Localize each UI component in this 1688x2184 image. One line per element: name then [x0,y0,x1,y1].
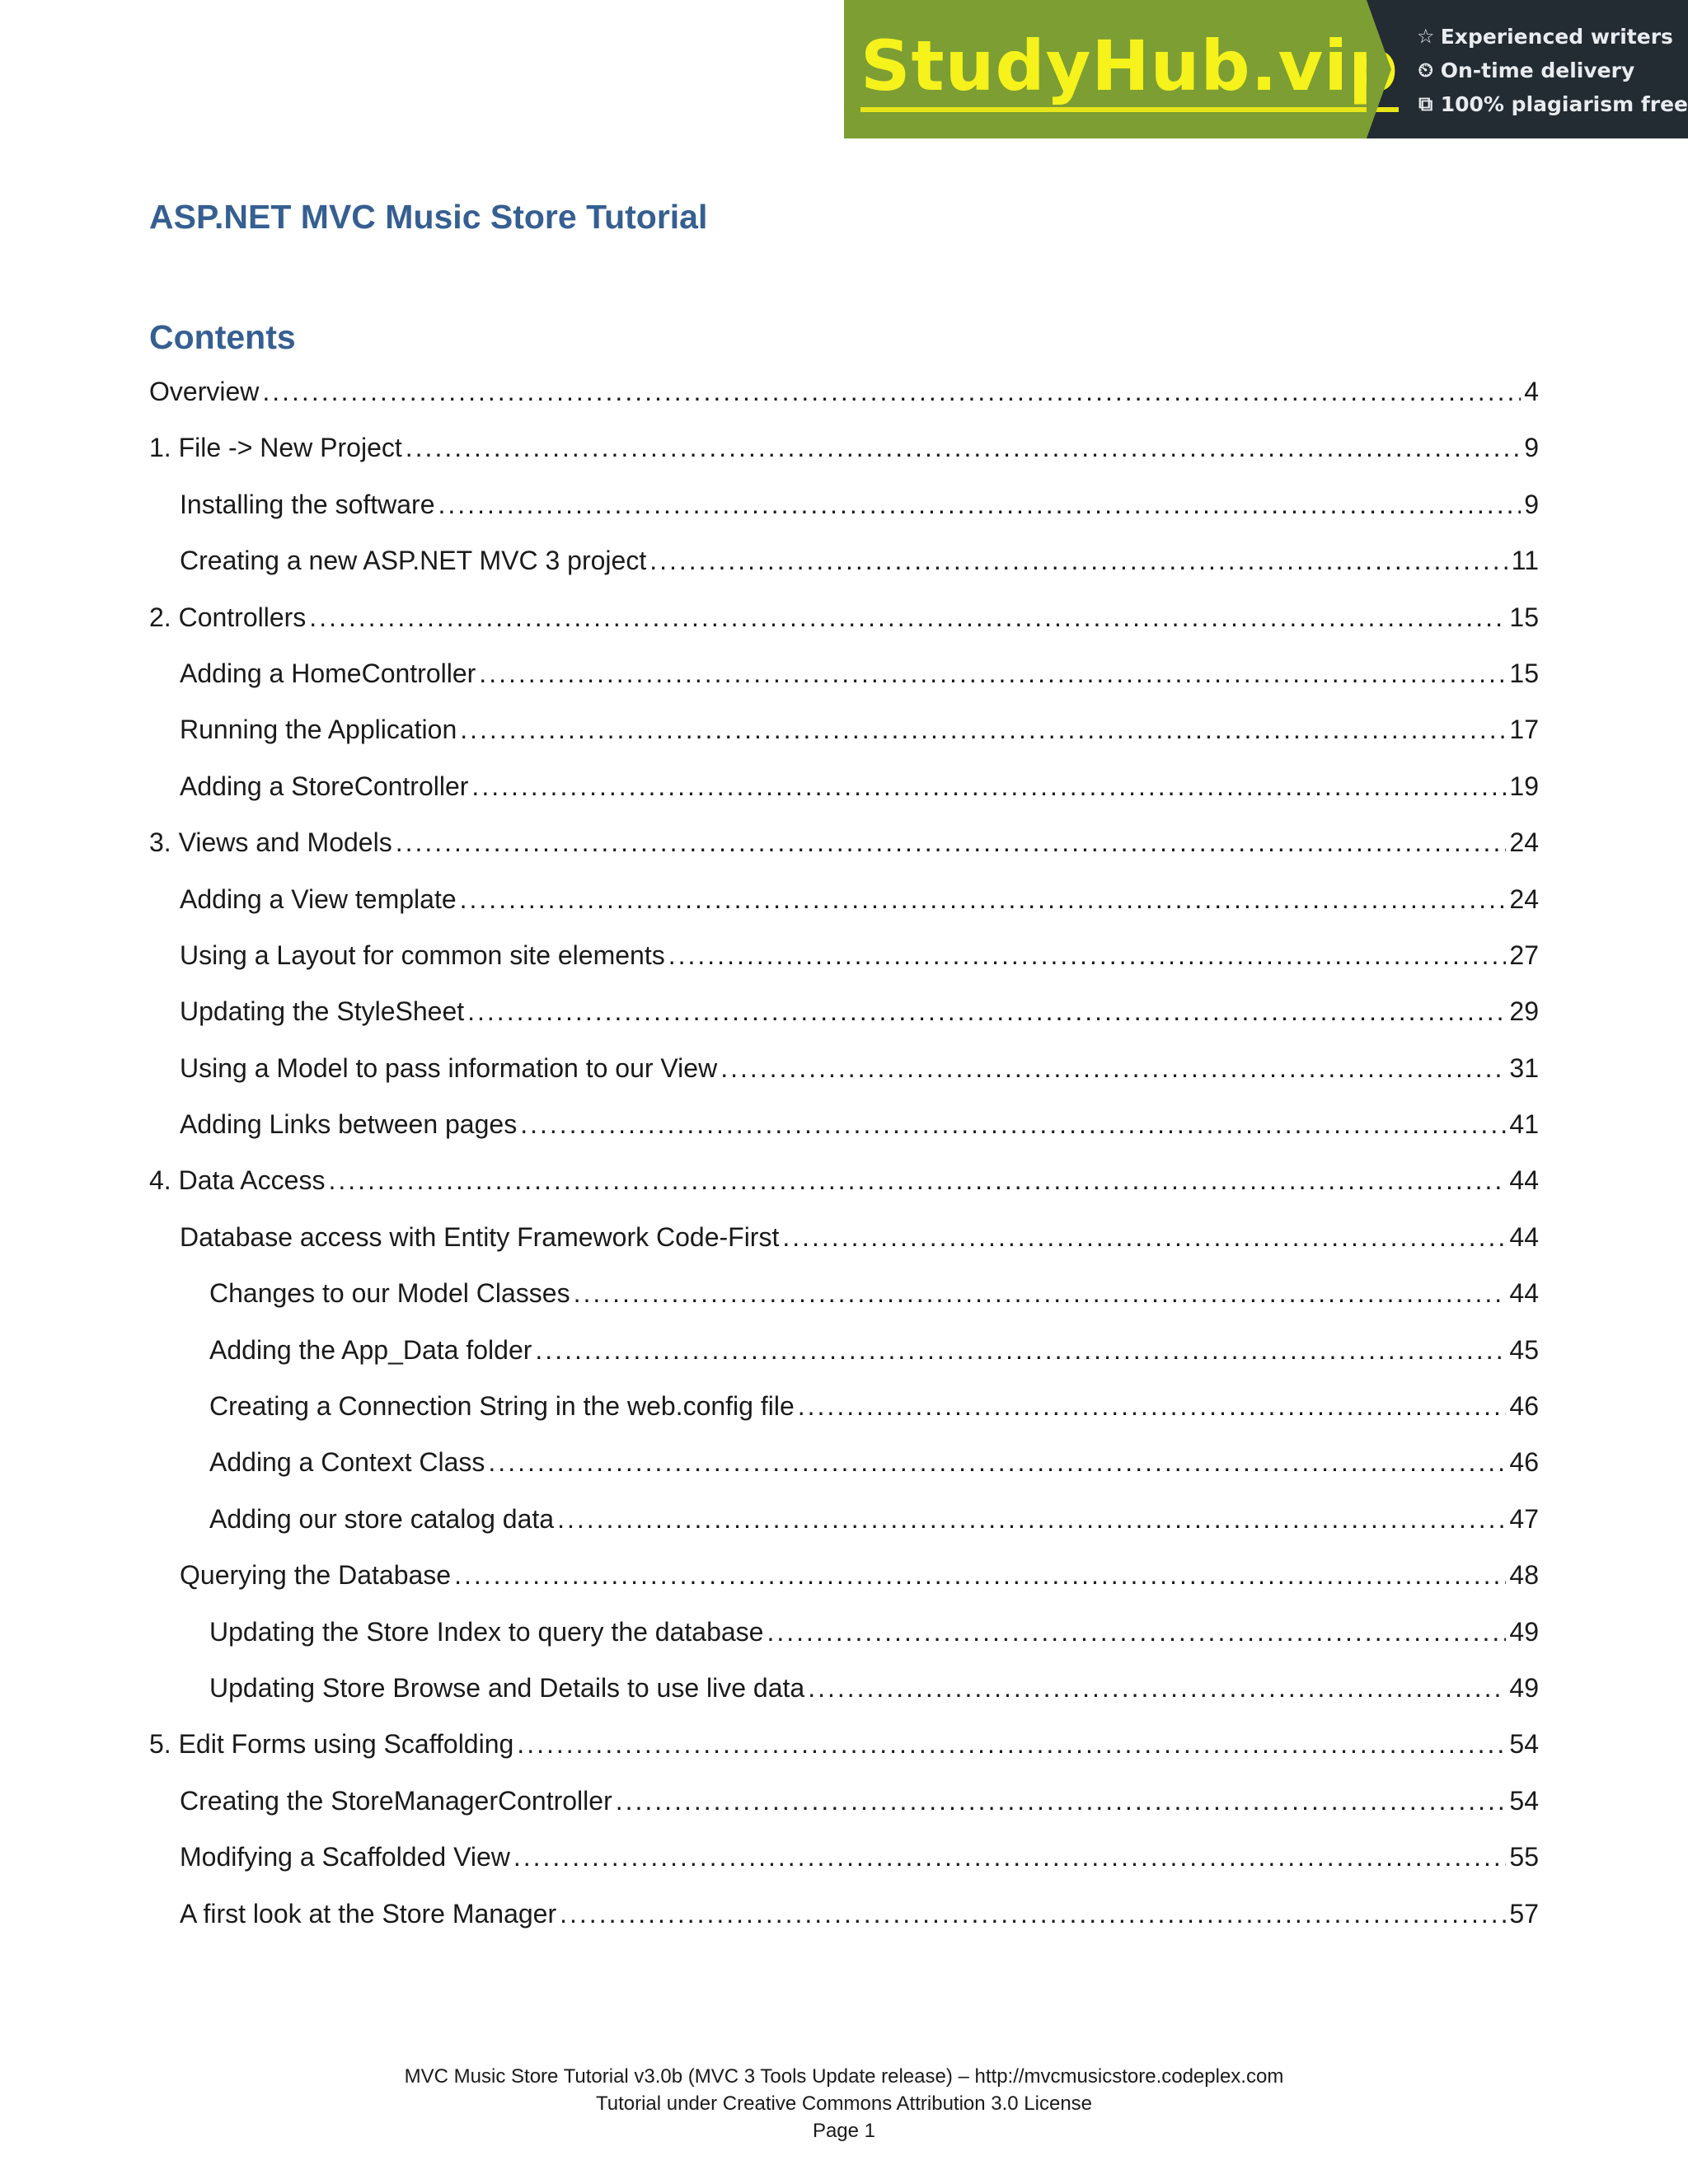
toc-entry-label[interactable]: Creating a new ASP.NET MVC 3 project [180,546,647,576]
feature-label: On-time delivery [1440,59,1635,82]
toc-entry-page-number[interactable]: 57 [1509,1898,1539,1929]
toc-entry-label[interactable]: Installing the software [180,489,435,519]
toc-entry-label[interactable]: Modifying a Scaffolded View [180,1842,510,1872]
toc-entry[interactable] [149,764,1539,820]
studyhub-logo: StudyHub.vip [860,25,1399,112]
toc-dot-leader [309,595,1506,640]
toc-dot-leader [471,764,1506,808]
toc-dot-leader [460,877,1507,921]
toc-entry[interactable] [149,538,1539,594]
toc-entry-page-number[interactable]: 31 [1509,1052,1539,1083]
toc-entry[interactable] [149,1440,1539,1496]
toc-entry-page-number[interactable]: 44 [1509,1278,1539,1309]
feature-experienced-writers [1414,20,1688,54]
toc-entry-label[interactable]: Updating Store Browse and Details to use live data [209,1672,805,1703]
toc-entry[interactable] [149,933,1539,989]
toc-entry[interactable] [149,1158,1539,1214]
toc-entry-label[interactable]: Adding a HomeController [180,658,476,688]
toc-dot-leader [520,1102,1506,1146]
toc-dot-leader [616,1779,1507,1823]
toc-entry-page-number[interactable]: 44 [1509,1221,1539,1252]
toc-entry-label[interactable]: Updating the Store Index to query the database [209,1616,764,1647]
toc-entry-page-number[interactable]: 48 [1509,1560,1539,1591]
toc-entry-page-number[interactable]: 15 [1509,602,1539,632]
toc-entry-label[interactable]: Overview [149,377,260,406]
toc-entry-label[interactable]: Updating the StyleSheet [180,996,465,1027]
toc-entry-label[interactable]: Creating a Connection String in the web.config file [209,1391,795,1422]
star-icon: ☆ [1416,25,1435,48]
toc-entry-page-number[interactable]: 17 [1509,715,1539,745]
toc-dot-leader [488,1440,1506,1484]
document-title: ASP.NET MVC Music Store Tutorial [149,198,708,236]
toc-entry[interactable] [149,1497,1539,1553]
toc-entry[interactable] [149,989,1539,1045]
toc-entry[interactable] [149,707,1539,763]
toc-entry[interactable] [149,1046,1539,1102]
toc-entry-page-number[interactable]: 9 [1524,433,1539,463]
toc-entry[interactable] [149,1722,1539,1778]
toc-entry[interactable] [149,1666,1539,1722]
toc-entry[interactable] [149,877,1539,933]
footer-page-number: Page 1 [812,2120,876,2142]
toc-entry[interactable] [149,1779,1539,1835]
toc-entry-page-number[interactable]: 4 [1524,377,1539,406]
toc-entry-page-number[interactable]: 46 [1509,1447,1539,1478]
toc-entry[interactable] [149,1835,1539,1891]
toc-entry-label[interactable]: Using a Model to pass information to our View [180,1052,718,1083]
feature-label: Experienced writers [1440,25,1673,49]
feature-plagiarism-free [1414,87,1688,121]
toc-entry-page-number[interactable]: 19 [1509,771,1539,801]
toc-entry-page-number[interactable]: 54 [1509,1785,1539,1816]
toc-entry-page-number[interactable]: 11 [1511,546,1539,576]
toc-dot-leader [396,820,1507,865]
toc-entry-label[interactable]: 4. Data Access [149,1165,326,1196]
toc-dot-leader [720,1046,1506,1090]
toc-entry-label[interactable]: Using a Layout for common site elements [180,940,665,970]
toc-entry-page-number[interactable]: 47 [1509,1503,1539,1534]
toc-entry-page-number[interactable]: 41 [1509,1109,1539,1140]
toc-dot-leader [406,425,1521,470]
clock-icon: ⏲ [1418,59,1434,82]
toc-dot-leader [454,1553,1506,1597]
toc-entry[interactable] [149,369,1539,425]
toc-dot-leader [668,933,1507,977]
toc-entry[interactable] [149,1553,1539,1609]
contents-heading: Contents [149,318,296,356]
toc-entry-page-number[interactable]: 49 [1509,1672,1539,1703]
toc-entry-label[interactable]: 3. Views and Models [149,827,392,858]
toc-entry[interactable] [149,1384,1539,1440]
toc-dot-leader [798,1384,1507,1428]
toc-dot-leader [649,538,1508,583]
toc-dot-leader [438,482,1522,527]
toc-entry-label[interactable]: A first look at the Store Manager [180,1898,557,1929]
feature-on-time-delivery [1414,54,1688,87]
toc-entry[interactable] [149,425,1539,481]
toc-entry-label[interactable]: Adding the App_Data folder [209,1334,532,1365]
toc-entry[interactable] [149,1610,1539,1666]
toc-entry-page-number[interactable]: 29 [1509,996,1539,1027]
toc-dot-leader [328,1158,1506,1202]
table-of-contents [149,369,1539,1947]
toc-dot-leader [767,1610,1506,1654]
toc-entry-page-number[interactable]: 45 [1509,1334,1539,1365]
toc-entry[interactable] [149,482,1539,538]
toc-dot-leader [262,369,1521,414]
toc-dot-leader [782,1215,1506,1259]
toc-entry[interactable] [149,1891,1539,1947]
toc-entry-page-number[interactable]: 24 [1509,883,1539,914]
banner-features [1367,0,1688,138]
toc-entry-page-number[interactable]: 9 [1524,489,1539,519]
feature-label: 100% plagiarism free [1440,92,1688,116]
toc-entry-page-number[interactable]: 15 [1509,658,1539,688]
toc-entry-page-number[interactable]: 46 [1509,1391,1539,1422]
toc-entry-label[interactable]: Adding a Context Class [209,1447,485,1478]
toc-dot-leader [535,1328,1506,1372]
toc-entry-page-number[interactable]: 55 [1509,1842,1539,1872]
toc-dot-leader [560,1891,1506,1936]
toc-dot-leader [513,1835,1507,1879]
toc-entry[interactable] [149,651,1539,707]
footer-line-version: MVC Music Store Tutorial v3.0b (MVC 3 Tools Update release) – http://mvcmusicstore.codeplex.com [404,2065,1284,2088]
toc-entry-page-number[interactable]: 27 [1509,940,1539,970]
toc-entry[interactable] [149,1271,1539,1327]
toc-entry-label[interactable]: Creating the StoreManagerController [180,1785,612,1816]
toc-entry-label[interactable]: 5. Edit Forms using Scaffolding [149,1729,514,1760]
toc-dot-leader [808,1666,1506,1710]
banner-brand-panel [844,0,1400,138]
toc-dot-leader [460,707,1506,752]
page-footer [0,2063,1688,2144]
toc-entry-label[interactable]: 2. Controllers [149,602,307,632]
toc-dot-leader [517,1722,1506,1766]
toc-entry-label[interactable]: Database access with Entity Framework Code-First [180,1221,780,1252]
toc-entry[interactable] [149,1102,1539,1158]
toc-entry-page-number[interactable]: 44 [1509,1165,1539,1196]
toc-entry-label[interactable]: 1. File -> New Project [149,433,402,463]
toc-entry-label[interactable]: Adding a StoreController [180,771,469,801]
toc-entry-page-number[interactable]: 24 [1509,827,1539,858]
copy-icon: ⧉ [1418,92,1433,115]
toc-entry[interactable] [149,1328,1539,1384]
toc-dot-leader [467,989,1506,1033]
toc-entry-label[interactable]: Changes to our Model Classes [209,1278,570,1309]
toc-entry-label[interactable]: Running the Application [180,715,457,745]
toc-entry-page-number[interactable]: 49 [1509,1616,1539,1647]
toc-entry-label[interactable]: Querying the Database [180,1560,452,1591]
studyhub-banner[interactable] [844,0,1688,138]
toc-entry-label[interactable]: Adding Links between pages [180,1109,518,1140]
toc-dot-leader [479,651,1506,696]
toc-entry[interactable] [149,595,1539,651]
toc-entry[interactable] [149,1215,1539,1271]
footer-line-license: Tutorial under Creative Commons Attribution 3.0 License [595,2093,1093,2115]
toc-entry-label[interactable]: Adding our store catalog data [209,1503,555,1534]
toc-entry-label[interactable]: Adding a View template [180,883,457,914]
toc-entry-page-number[interactable]: 54 [1509,1729,1539,1760]
toc-entry[interactable] [149,820,1539,876]
toc-dot-leader [557,1497,1506,1541]
toc-dot-leader [574,1271,1507,1315]
